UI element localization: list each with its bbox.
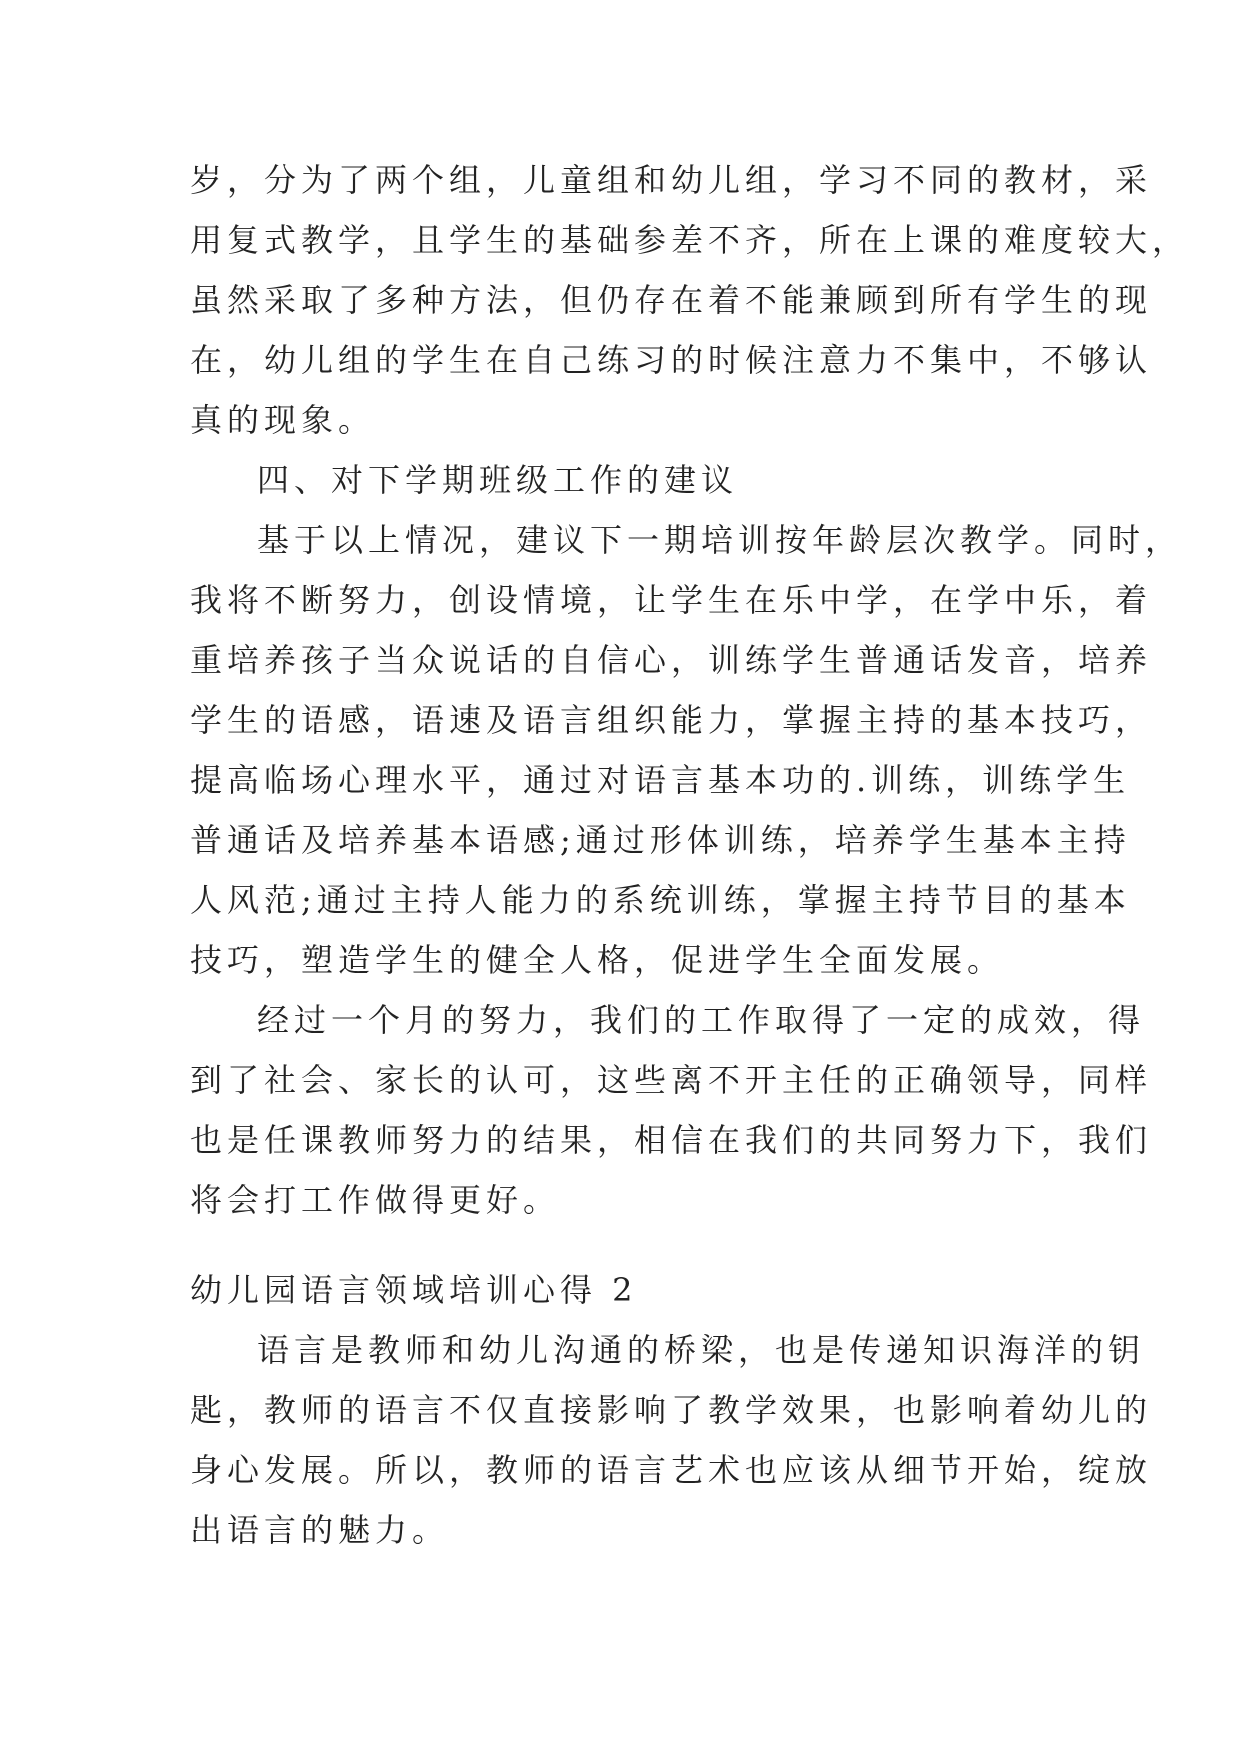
text-line: 语言是教师和幼儿沟通的桥梁，也是传递知识海洋的钥: [257, 1331, 1146, 1369]
section-heading: [190, 450, 1060, 510]
paragraph-article2: [190, 1320, 1153, 1560]
text-line: 到了社会、家长的认可，这些离不开主任的正确领导，同样: [190, 1061, 1153, 1099]
text-line: 岁，分为了两个组，儿童组和幼儿组，学习不同的教材，采: [190, 161, 1153, 199]
text-line: 虽然采取了多种方法，但仍存在着不能兼顾到所有学生的现: [190, 281, 1153, 319]
text-line: 身心发展。所以，教师的语言艺术也应该从细节开始，绽放: [190, 1451, 1153, 1489]
text-line: 重培养孩子当众说话的自信心，训练学生普通话发音，培养: [190, 641, 1153, 679]
text-line: 用复式教学，且学生的基础参差不齐，所在上课的难度较大，: [190, 221, 1190, 259]
section-heading-text: 四、对下学期班级工作的建议: [257, 461, 739, 499]
text-line: 技巧，塑造学生的健全人格，促进学生全面发展。: [190, 941, 1005, 979]
text-line: 将会打工作做得更好。: [190, 1181, 561, 1219]
text-line: 提高临场心理水平，通过对语言基本功的.训练，训练学生: [190, 761, 1131, 799]
paragraph-continued: [190, 150, 1190, 450]
text-line: 经过一个月的努力，我们的工作取得了一定的成效，得: [257, 1001, 1146, 1039]
text-line: 也是任课教师努力的结果，相信在我们的共同努力下，我们: [190, 1121, 1153, 1159]
text-line: 在，幼儿组的学生在自己练习的时候注意力不集中，不够认: [190, 341, 1153, 379]
paragraph-suggestions: [190, 510, 1183, 990]
text-line: 我将不断努力，创设情境，让学生在乐中学，在学中乐，着: [190, 581, 1153, 619]
article-title: [190, 1260, 1060, 1320]
text-line: 普通话及培养基本语感;通过形体训练，培养学生基本主持: [190, 821, 1131, 859]
text-line: 人风范;通过主持人能力的系统训练，掌握主持节目的基本: [190, 881, 1131, 919]
text-line: 学生的语感，语速及语言组织能力，掌握主持的基本技巧，: [190, 701, 1153, 739]
text-line: 匙，教师的语言不仅直接影响了教学效果，也影响着幼儿的: [190, 1391, 1153, 1429]
article-title-text: 幼儿园语言领域培训心得 2: [190, 1271, 638, 1309]
paragraph-conclusion: [190, 990, 1153, 1230]
text-line: 基于以上情况，建议下一期培训按年龄层次教学。同时，: [257, 521, 1183, 559]
text-line: 真的现象。: [190, 401, 376, 439]
text-line: 出语言的魅力。: [190, 1511, 450, 1549]
